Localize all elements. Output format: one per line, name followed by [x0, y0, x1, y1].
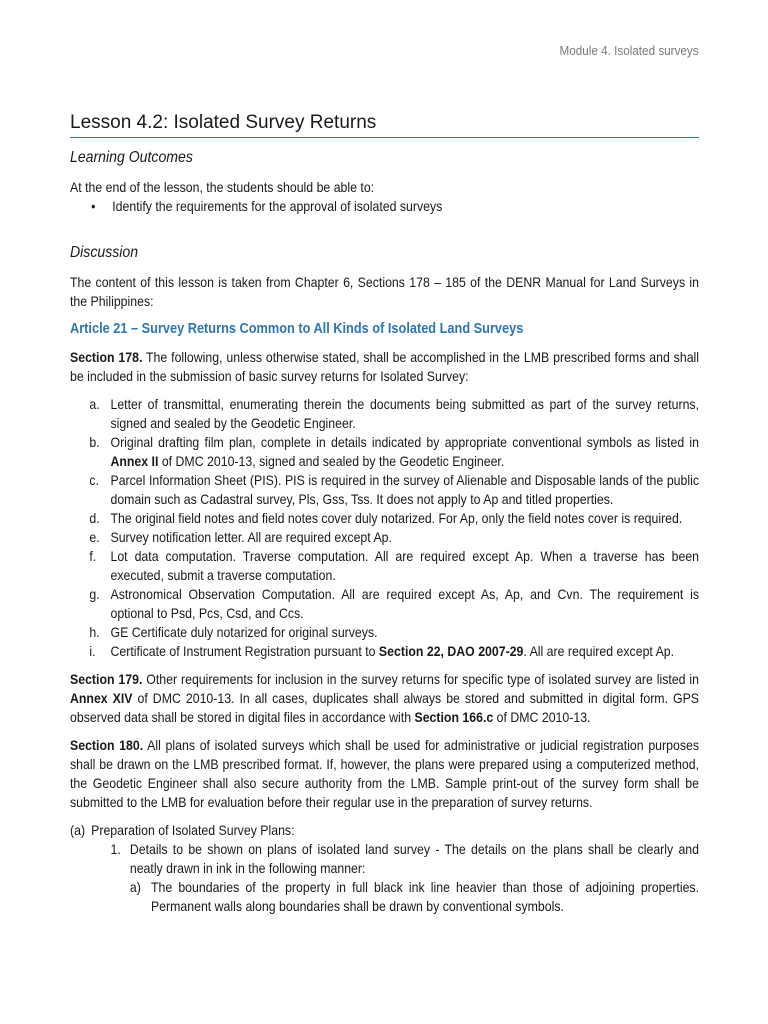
section-179-paragraph: [70, 670, 699, 727]
returns-list: [70, 395, 699, 661]
section-label: Section 180.: [70, 737, 144, 753]
section-text: of DMC 2010-13. In all cases, duplicates shall always be stored and submitted in digital form. GPS observed data shall be stored in digital files in accordance with: [70, 690, 700, 725]
discussion-heading: Discussion: [70, 244, 139, 261]
list-item: [70, 471, 699, 509]
body-text: [70, 148, 699, 916]
list-marker: 1.: [110, 841, 121, 857]
running-header: Module 4. Isolated surveys: [559, 43, 699, 58]
section-label: Section 178.: [70, 349, 143, 365]
sub-item-1: [70, 840, 699, 878]
list-marker: f.: [89, 548, 97, 564]
list-item: [70, 395, 699, 433]
section-text: All plans of isolated surveys which shall be used for administrative or judicial registration purposes shall be drawn on the LMB prescribed format. If, however, the plans were prepared using a computerized method, the Geodetic Engineer shall also secure authority from the LMB. Sample print-out of the survey form shall be submitted to the LMB for evaluation before their regular use in the preparation of survey returns.: [70, 737, 700, 810]
section-178-paragraph: [70, 348, 699, 386]
list-text: Survey notification letter. All are required except Ap.: [110, 529, 392, 545]
list-item: [70, 528, 699, 547]
list-text: Details to be shown on plans of isolated land survey - The details on the plans shall be clearly and neatly drawn in ink in the following manner:: [129, 841, 700, 876]
list-item: [70, 547, 699, 585]
list-marker: g.: [89, 586, 100, 602]
list-marker: c.: [89, 472, 99, 488]
outcomes-list: [70, 197, 699, 216]
section-reference: Section 166.c: [414, 709, 494, 725]
section-text: of DMC 2010-13.: [493, 709, 591, 725]
list-text: Certificate of Instrument Registration pursuant to: [110, 643, 379, 659]
list-marker: a.: [89, 396, 100, 412]
list-item: [70, 433, 699, 471]
list-text: The original field notes and field notes cover duly notarized. For Ap, only the field notes cover is required.: [110, 510, 683, 526]
list-marker: d.: [89, 510, 100, 526]
section-text: Other requirements for inclusion in the survey returns for specific type of isolated survey are listed in: [142, 671, 700, 687]
list-marker: a): [129, 879, 141, 895]
section-180-paragraph: [70, 736, 699, 812]
list-marker: b.: [89, 434, 100, 450]
list-text: Lot data computation. Traverse computation. All are required except Ap. When a traverse has been executed, submit a traverse computation.: [110, 548, 700, 583]
list-item: [70, 585, 699, 623]
list-item: [70, 642, 699, 661]
list-text: . All are required except Ap.: [523, 643, 675, 659]
list-text: Original drafting film plan, complete in details indicated by appropriate conventional symbols as listed in: [110, 434, 700, 450]
list-item: [70, 623, 699, 642]
list-text: Astronomical Observation Computation. All are required except As, Ap, and Cvn. The requirement is optional to Psd, Pcs, Csd, and Ccs.: [110, 586, 700, 621]
sub-item-a: [70, 821, 699, 840]
list-marker: (a): [70, 822, 86, 838]
lesson-title: Lesson 4.2: Isolated Survey Returns: [70, 112, 377, 133]
page-content: [70, 110, 699, 916]
list-text: of DMC 2010-13, signed and sealed by the Geodetic Engineer.: [158, 453, 505, 469]
sub-item-1a: [70, 878, 699, 916]
dao-reference: Section 22, DAO 2007-29: [378, 643, 524, 659]
list-text: GE Certificate duly notarized for original surveys.: [110, 624, 378, 640]
article-heading: Article 21 – Survey Returns Common to All Kinds of Isolated Land Surveys: [70, 321, 524, 337]
list-marker: e.: [89, 529, 100, 545]
outcome-item: • Identify the requirements for the approval of isolated surveys: [112, 197, 699, 216]
learning-outcomes-heading: Learning Outcomes: [70, 149, 193, 166]
annex-reference: Annex XIV: [70, 690, 133, 706]
outcomes-intro: At the end of the lesson, the students should be able to:: [70, 179, 375, 195]
list-marker: h.: [89, 624, 100, 640]
section-text: The following, unless otherwise stated, shall be accomplished in the LMB prescribed forms and shall be included in the submission of basic survey returns for Isolated Survey:: [70, 349, 700, 384]
discussion-intro: The content of this lesson is taken from Chapter 6, Sections 178 – 185 of the DENR Manual for Land Surveys in the Philippines:: [70, 274, 700, 309]
list-text: Preparation of Isolated Survey Plans:: [91, 822, 295, 838]
section-label: Section 179.: [70, 671, 143, 687]
title-rule: [70, 137, 699, 138]
list-item: [70, 509, 699, 528]
list-marker: i.: [89, 643, 96, 659]
annex-reference: Annex II: [110, 453, 159, 469]
list-text: The boundaries of the property in full black ink line heavier than those of adjoining properties. Permanent walls along boundaries shall be drawn by conventional symbols.: [150, 879, 700, 914]
list-text: Parcel Information Sheet (PIS). PIS is required in the survey of Alienable and Disposable lands of the public domain such as Cadastral survey, Pls, Gss, Tss. It does not apply to Ap and titled properties.: [110, 472, 700, 507]
list-text: Letter of transmittal, enumerating therein the documents being submitted as part of the survey returns, signed and sealed by the Geodetic Engineer.: [110, 396, 700, 431]
